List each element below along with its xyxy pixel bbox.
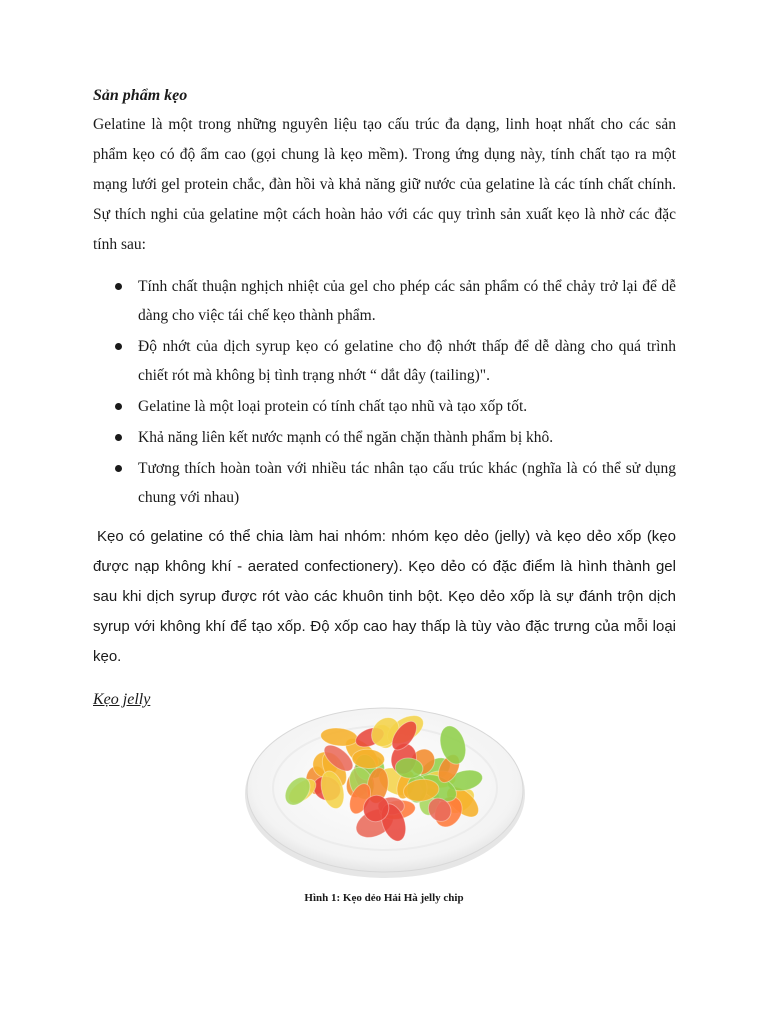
bullet-icon <box>115 283 122 290</box>
list-item-text: Tương thích hoàn toàn với nhiều tác nhân tạo cấu trúc khác (nghĩa là có thể sử dụng chung với nhau) <box>138 460 676 506</box>
bullet-icon <box>115 403 122 410</box>
candy-plate-image <box>240 690 530 880</box>
feature-list <box>93 272 676 512</box>
list-item-text: Khả năng liên kết nước mạnh có thể ngăn chặn thành phẩm bị khô. <box>138 429 554 446</box>
subsection-title: Kẹo jelly <box>93 691 151 708</box>
list-item <box>93 423 676 452</box>
intro-paragraph: Gelatine là một trong những nguyên liệu tạo cấu trúc đa dạng, linh hoạt nhất cho các sản phẩm kẹo có độ ẩm cao (gọi chung là kẹo mềm). Trong ứng dụng này, tính chất tạo ra một mạng lưới gel protein chắc, đàn hồi và khả năng giữ nước của gelatine là các tính chất chính. Sự thích nghi của gelatine một cách hoàn hảo với các quy trình sản xuất kẹo là nhờ các đặc tính sau: <box>93 116 676 253</box>
list-item-text: Tính chất thuận nghịch nhiệt của gel cho phép các sản phẩm có thể chảy trở lại để dễ dàng cho việc tái chế kẹo thành phẩm. <box>138 278 676 324</box>
document-page <box>93 84 676 712</box>
list-item <box>93 454 676 512</box>
list-item-text: Gelatine là một loại protein có tính chất tạo nhũ và tạo xốp tốt. <box>138 398 528 415</box>
section-title: Sản phẩm kẹo <box>93 87 188 104</box>
list-item <box>93 392 676 421</box>
bullet-icon <box>115 465 122 472</box>
jelly-types-paragraph: Kẹo có gelatine có thể chia làm hai nhóm: nhóm kẹo dẻo (jelly) và kẹo dẻo xốp (kẹo được nạp không khí - aerated confectionery). Kẹo dẻo có đặc điểm là hình thành gel sau khi dịch syrup được rót vào các khuôn tinh bột. Kẹo dẻo xốp là sự đánh trộn dịch syrup với không khí để tạo xốp. Độ xốp cao hay thấp là tùy vào đặc trưng của mỗi loại kẹo. <box>93 528 676 665</box>
list-item <box>93 332 676 390</box>
figure-caption: Hình 1: Kẹo dẻo Hải Hà jelly chip <box>304 892 464 904</box>
bullet-icon <box>115 343 122 350</box>
bullet-icon <box>115 434 122 441</box>
list-item <box>93 272 676 330</box>
list-item-text: Độ nhớt của dịch syrup kẹo có gelatine cho độ nhớt thấp để dễ dàng cho quá trình chiết rót mà không bị tình trạng nhớt “ dắt dây (tailing)". <box>138 338 676 384</box>
